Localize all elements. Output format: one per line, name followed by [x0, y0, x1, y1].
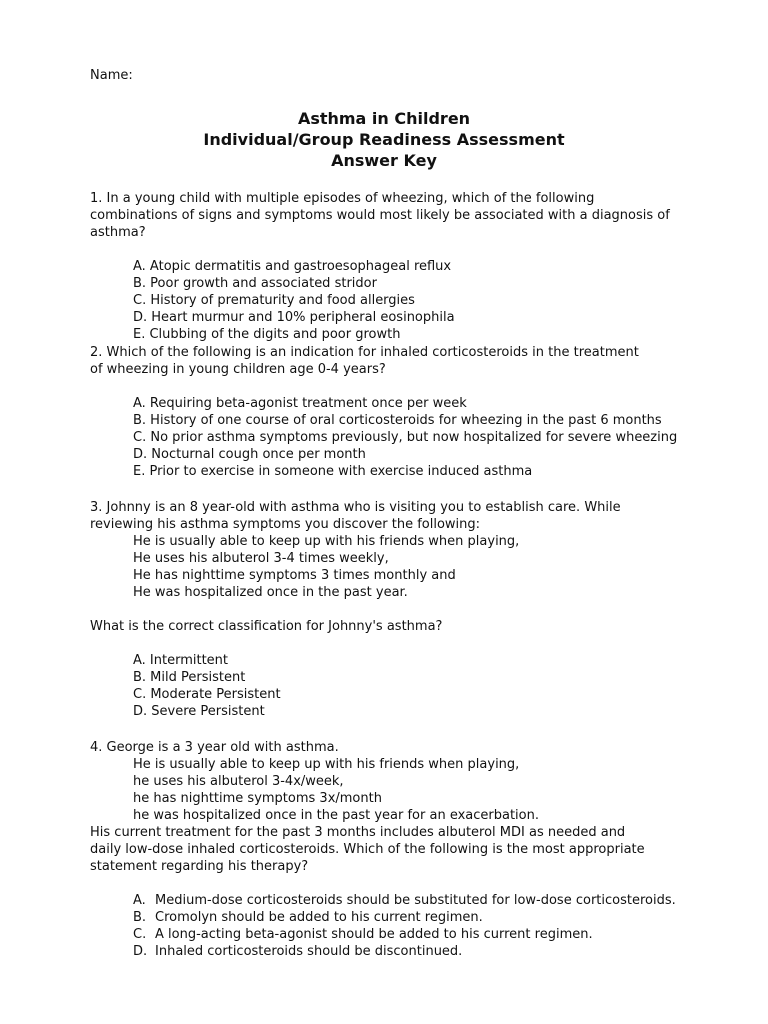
question-3-option-b: B. Mild Persistent	[133, 670, 246, 685]
name-label: Name:	[90, 68, 133, 83]
question-4-details	[90, 756, 690, 824]
question-2-options	[90, 395, 690, 480]
question-4-option-d-letter: D.	[133, 944, 148, 959]
question-4-option-b-text: Cromolyn should be added to his current regimen.	[155, 910, 483, 925]
question-2-prompt: 2. Which of the following is an indication for inhaled corticosteroids in the treatment of wheezing in young children age 0-4 years?	[90, 345, 639, 377]
question-3-detail-2: He uses his albuterol 3-4 times weekly,	[133, 551, 389, 566]
question-1-option-a: A. Atopic dermatitis and gastroesophageal reflux	[133, 259, 452, 274]
question-1-option-e: E. Clubbing of the digits and poor growth	[133, 327, 401, 342]
title-line-3: Answer Key	[331, 151, 437, 170]
question-1-option-c: C. History of prematurity and food allergies	[133, 293, 415, 308]
question-1-option-b: B. Poor growth and associated stridor	[133, 276, 377, 291]
question-4-option-d	[90, 943, 690, 960]
question-4	[90, 739, 690, 960]
question-2-option-d: D. Nocturnal cough once per month	[133, 447, 366, 462]
question-1	[90, 190, 690, 343]
question-3-detail-3: He has nighttime symptoms 3 times monthly and	[133, 568, 456, 583]
question-4-option-a-text: Medium-dose corticosteroids should be substituted for low-dose corticosteroids.	[155, 893, 676, 908]
question-1-options	[90, 258, 690, 343]
question-3-details	[90, 533, 690, 601]
question-4-detail-3: he has nighttime symptoms 3x/month	[133, 791, 382, 806]
question-3-prompt: 3. Johnny is an 8 year-old with asthma who is visiting you to establish care. While reviewing his asthma symptoms you discover the following:	[90, 500, 621, 532]
question-4-detail-1: He is usually able to keep up with his friends when playing,	[133, 757, 520, 772]
question-4-followup: His current treatment for the past 3 months includes albuterol MDI as needed and daily low-dose inhaled corticosteroids. Which of the following is the most appropriate statement regarding his therapy?	[90, 825, 645, 874]
question-3-detail-4: He was hospitalized once in the past year.	[133, 585, 408, 600]
question-3-detail-1: He is usually able to keep up with his friends when playing,	[133, 534, 520, 549]
question-4-option-c-letter: C.	[133, 927, 147, 942]
question-4-option-b	[90, 909, 690, 926]
question-3	[90, 499, 690, 720]
question-4-option-b-letter: B.	[133, 910, 147, 925]
question-2	[90, 344, 690, 480]
question-4-detail-2: he uses his albuterol 3-4x/week,	[133, 774, 344, 789]
title-line-2: Individual/Group Readiness Assessment	[203, 130, 565, 149]
question-3-followup: What is the correct classification for Johnny's asthma?	[90, 619, 443, 634]
question-1-option-d: D. Heart murmur and 10% peripheral eosinophila	[133, 310, 455, 325]
question-3-option-c: C. Moderate Persistent	[133, 687, 281, 702]
question-3-option-a: A. Intermittent	[133, 653, 229, 668]
question-4-option-c	[90, 926, 690, 943]
question-1-prompt: 1. In a young child with multiple episodes of wheezing, which of the following combinations of signs and symptoms would most likely be associated with a diagnosis of asthma?	[90, 191, 670, 240]
question-4-option-a	[90, 892, 690, 909]
question-4-option-d-text: Inhaled corticosteroids should be discontinued.	[155, 944, 463, 959]
question-4-options	[90, 892, 690, 960]
question-3-options	[90, 652, 690, 720]
title-block	[0, 108, 768, 171]
question-2-option-e: E. Prior to exercise in someone with exercise induced asthma	[133, 464, 533, 479]
question-3-option-d: D. Severe Persistent	[133, 704, 265, 719]
question-2-option-c: C. No prior asthma symptoms previously, but now hospitalized for severe wheezing	[133, 430, 678, 445]
question-4-option-a-letter: A.	[133, 893, 146, 908]
question-4-option-c-text: A long-acting beta-agonist should be added to his current regimen.	[155, 927, 593, 942]
question-4-detail-4: he was hospitalized once in the past year for an exacerbation.	[133, 808, 539, 823]
question-2-option-a: A. Requiring beta-agonist treatment once per week	[133, 396, 467, 411]
question-2-option-b: B. History of one course of oral corticosteroids for wheezing in the past 6 months	[133, 413, 662, 428]
question-4-prompt: 4. George is a 3 year old with asthma.	[90, 740, 339, 755]
title-line-1: Asthma in Children	[297, 109, 471, 128]
